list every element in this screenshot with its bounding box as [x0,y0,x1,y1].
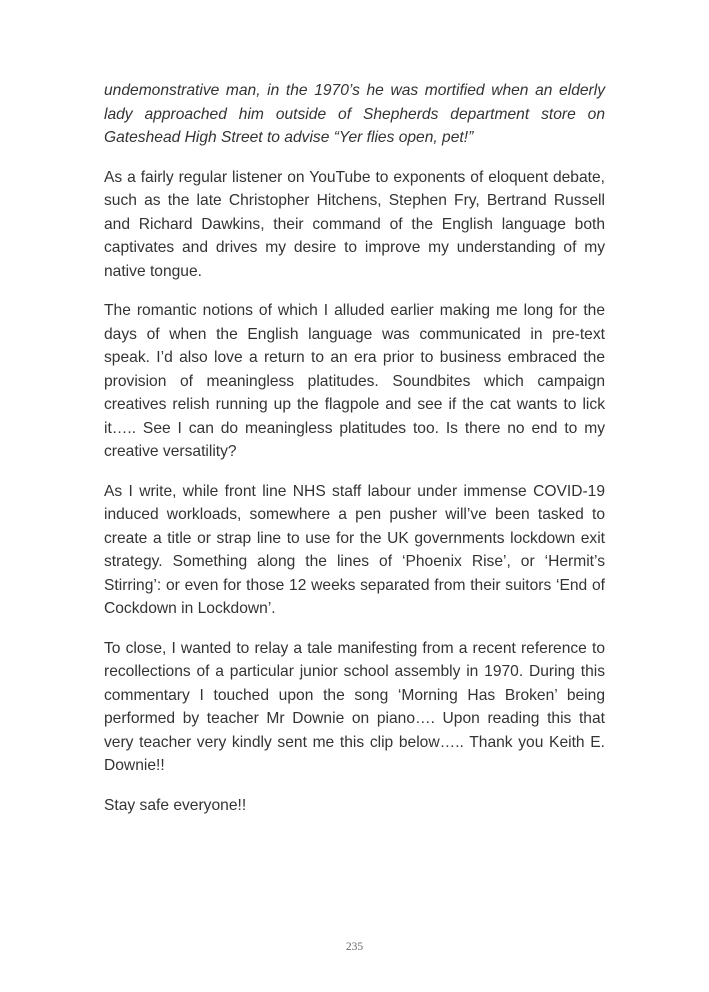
paragraph-romantic-notions: The romantic notions of which I alluded earlier making me long for the days of when the English language was communicated in pre-text speak. I’d also love a return to an era prior to business embraced the provision of meaningless platitudes. Soundbites which campaign creatives relish running up the flagpole and see if the cat wants to lick it….. See I can do meaningless platitudes too. Is there no end to my creative versatility? [104,302,605,460]
paragraph-italic-quote: undemonstrative man, in the 1970’s he was mortified when an elderly lady approached him outside of Shepherds department store on Gateshead High Street to advise “Yer flies open, pet!” [104,82,605,146]
paragraph-stay-safe: Stay safe everyone!! [104,796,247,814]
paragraph-closing-tale: To close, I wanted to relay a tale manifesting from a recent reference to recollections of a particular junior school assembly in 1970. During this commentary I touched upon the song ‘Morning Has Broken’ being performed by teacher Mr Downie on piano…. Upon reading this that very teacher very kindly sent me this clip below….. Thank you Keith E. Downie!! [104,639,605,774]
page-number: 235 [345,941,364,953]
paragraph-nhs-lockdown: As I write, while front line NHS staff labour under immense COVID-19 induced workloads, somewhere a pen pusher will’ve been tasked to create a title or strap line to use for the UK governments lockdown exit strategy. Something along the lines of ‘Phoenix Rise’, or ‘Hermit’s Stirring’: or even for those 12 weeks separated from their suitors ‘End of Cockdown in Lockdown’. [104,482,605,617]
body-text [104,79,605,833]
paragraph-youtube-listener: As a fairly regular listener on YouTube to exponents of eloquent debate, such as the late Christopher Hitchens, Stephen Fry, Bertrand Russell and Richard Dawkins, their command of the English language both captivates and drives my desire to improve my understanding of my native tongue. [104,168,605,280]
